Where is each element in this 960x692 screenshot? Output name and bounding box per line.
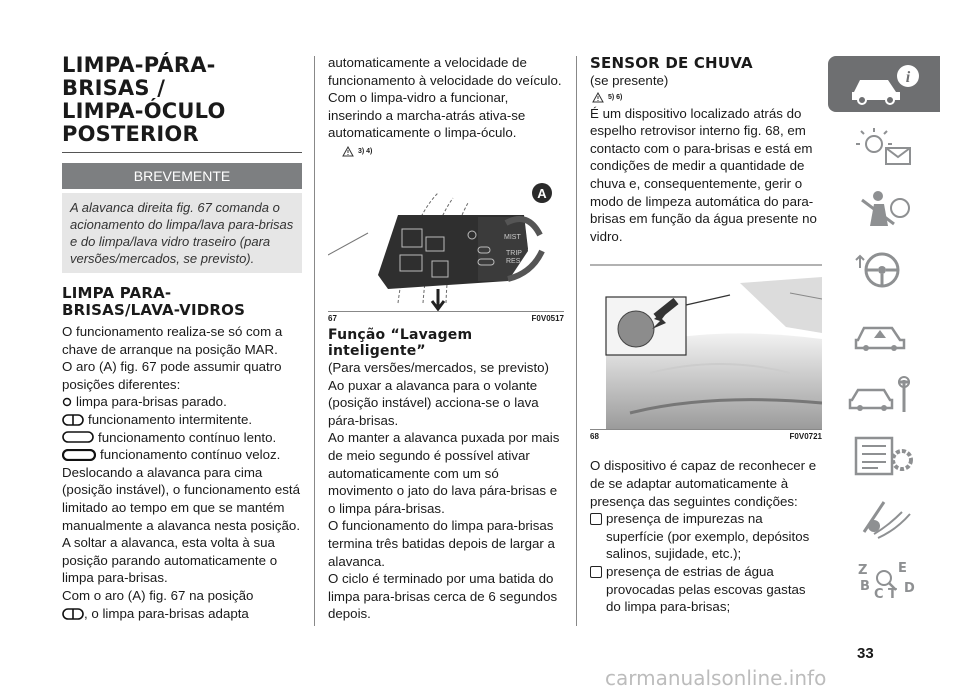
car-info-icon — [844, 62, 924, 106]
wiper-lever-illustration — [328, 163, 564, 311]
title-rule — [62, 152, 302, 153]
warning-triangle-icon — [592, 92, 604, 103]
warning-reference: 3) 4) — [342, 146, 564, 157]
paragraph: automaticamente a velocidade de funcionamento à velocidade do veículo. — [328, 55, 562, 88]
column-divider — [314, 56, 315, 626]
svg-text:E: E — [898, 561, 907, 576]
figure-caption — [590, 429, 822, 441]
warning-reference: 5) 6) — [592, 92, 822, 103]
paragraph: O aro (A) fig. 67 pode assumir quatro posições diferentes: — [62, 359, 282, 392]
warning-triangle-icon — [342, 146, 354, 157]
rain-sensor-illustration — [590, 263, 822, 429]
figure-number: 68 — [590, 432, 599, 442]
list-item: presença de impurezas na superfície (por exemplo, depósitos salinos, sujidade, etc.); — [590, 510, 822, 563]
svg-text:i: i — [905, 69, 911, 86]
watermark: carmanualsonline.info — [605, 666, 827, 690]
figure-caption — [328, 311, 564, 323]
paragraph: Ao puxar a alavanca para o volante (posição instável) acciona-se o lava pára-brisas. — [328, 377, 539, 428]
position-item-off: limpa para-brisas parado. — [62, 393, 302, 411]
svg-text:Z: Z — [858, 563, 868, 578]
paragraph: O ciclo é terminado por uma batida do limpa para-brisas cerca de 6 segundos depois. — [328, 571, 558, 622]
warning-lights-icon — [844, 124, 924, 168]
tab-safety[interactable] — [828, 180, 940, 236]
paragraph: Deslocando a alavanca para cima (posição instável), o funcionamento está limitado ao tempo em que se mantém manualmente a alavanca nesta posição. A soltar a alavanca, esta volta à sua posição parando automaticamente o limpa para-brisas. — [62, 464, 301, 586]
summary-banner: BREVEMENTE — [62, 163, 302, 189]
tab-emergency[interactable] — [828, 304, 940, 360]
tab-starting-driving[interactable] — [828, 242, 940, 298]
checkbox-bullet-icon — [590, 566, 602, 578]
slow-position-icon — [62, 431, 94, 443]
subheading: LIMPA PARA- BRISAS/LAVA-VIDROS — [62, 284, 246, 319]
multimedia-icon — [844, 496, 924, 540]
lever-label: RES — [506, 257, 521, 265]
tab-index[interactable] — [828, 552, 940, 608]
section-title: LIMPA-PÁRA- BRISAS / LIMPA-ÓCULO POSTERIOR — [62, 53, 226, 146]
safety-airbag-icon — [844, 186, 924, 230]
svg-text:C: C — [874, 587, 884, 602]
position-item-intermittent: funcionamento intermitente. — [62, 411, 302, 429]
paragraph: O funcionamento realiza-se só com a chave de arranque na posição MAR. — [62, 324, 283, 357]
tab-technical-data[interactable] — [828, 428, 940, 484]
chapter-sidebar — [828, 56, 940, 614]
column-middle — [328, 54, 564, 623]
column-right — [590, 54, 822, 616]
paragraph: (Para versões/mercados, se previsto) — [328, 359, 549, 375]
paragraph: (se presente) — [590, 73, 669, 88]
section-title: SENSOR DE CHUVA — [590, 54, 753, 72]
tab-getting-to-know-car[interactable] — [828, 56, 940, 112]
lever-label: MIST — [504, 233, 521, 241]
subheading: Função “Lavagem inteligente” — [328, 326, 473, 359]
steering-wheel-key-icon — [844, 248, 924, 292]
paragraph: O dispositivo é capaz de reconhecer e de se adaptar automaticamente à presença das seguintes condições: — [590, 458, 817, 509]
lever-label: TRIP — [506, 249, 522, 257]
position-item-slow: funcionamento contínuo lento. — [62, 429, 302, 447]
tab-warning-lights[interactable] — [828, 118, 940, 174]
tab-maintenance[interactable] — [828, 366, 940, 422]
fast-position-icon — [62, 449, 96, 461]
paragraph: Com o aro (A) fig. 67 na posição , o limpa para-brisas adapta — [62, 587, 254, 621]
svg-text:B: B — [860, 579, 870, 594]
position-item-fast: funcionamento contínuo veloz. — [62, 446, 302, 464]
index-letters-icon — [844, 558, 924, 602]
list-item: presença de estrias de água provocadas pelas escovas gastas do limpa para-brisas; — [590, 563, 822, 616]
figure-code: F0V0721 — [789, 432, 822, 442]
svg-text:D: D — [904, 581, 915, 596]
tab-multimedia[interactable] — [828, 490, 940, 546]
checkbox-bullet-icon — [590, 513, 602, 525]
paragraph: Ao manter a alavanca puxada por mais de meio segundo é possível ativar automaticamente com um só movimento o jato do lava pára-brisas e o limpa pára-brisas. — [328, 430, 560, 516]
page-number: 33 — [857, 645, 874, 662]
figure-67 — [328, 163, 564, 311]
intermittent-position-icon — [62, 414, 84, 426]
paragraph: Com o limpa-vidro a funcionar, inserindo a marcha-atrás ativa-se automaticamente o limpa-óculo. — [328, 90, 526, 141]
paragraph: O funcionamento do limpa para-brisas termina três batidas depois de largar a alavanca. — [328, 518, 555, 569]
figure-code: F0V0517 — [531, 313, 564, 323]
specs-gear-icon — [844, 434, 924, 478]
svg-text:T: T — [888, 587, 897, 602]
callout-label: A — [537, 185, 547, 201]
column-left — [62, 54, 302, 622]
off-position-icon — [62, 397, 72, 407]
car-warning-icon — [844, 310, 924, 354]
column-divider — [576, 56, 577, 626]
paragraph: É um dispositivo localizado atrás do espelho retrovisor interno fig. 68, em contacto com o para-brisas e está em condições de medir a quantidade de chuva e, consequentemente, gerir o modo de limpeza automática do para-brisas em função da água presente no vidro. — [590, 105, 817, 244]
figure-68 — [590, 263, 822, 429]
intermittent-position-icon — [62, 608, 84, 620]
car-service-icon — [844, 372, 924, 416]
figure-number: 67 — [328, 313, 337, 323]
summary-text: A alavanca direita fig. 67 comanda o acionamento do limpa/lava para-brisas e do limpa/lava vidro traseiro (para versões/mercados, se previsto). — [62, 193, 302, 273]
